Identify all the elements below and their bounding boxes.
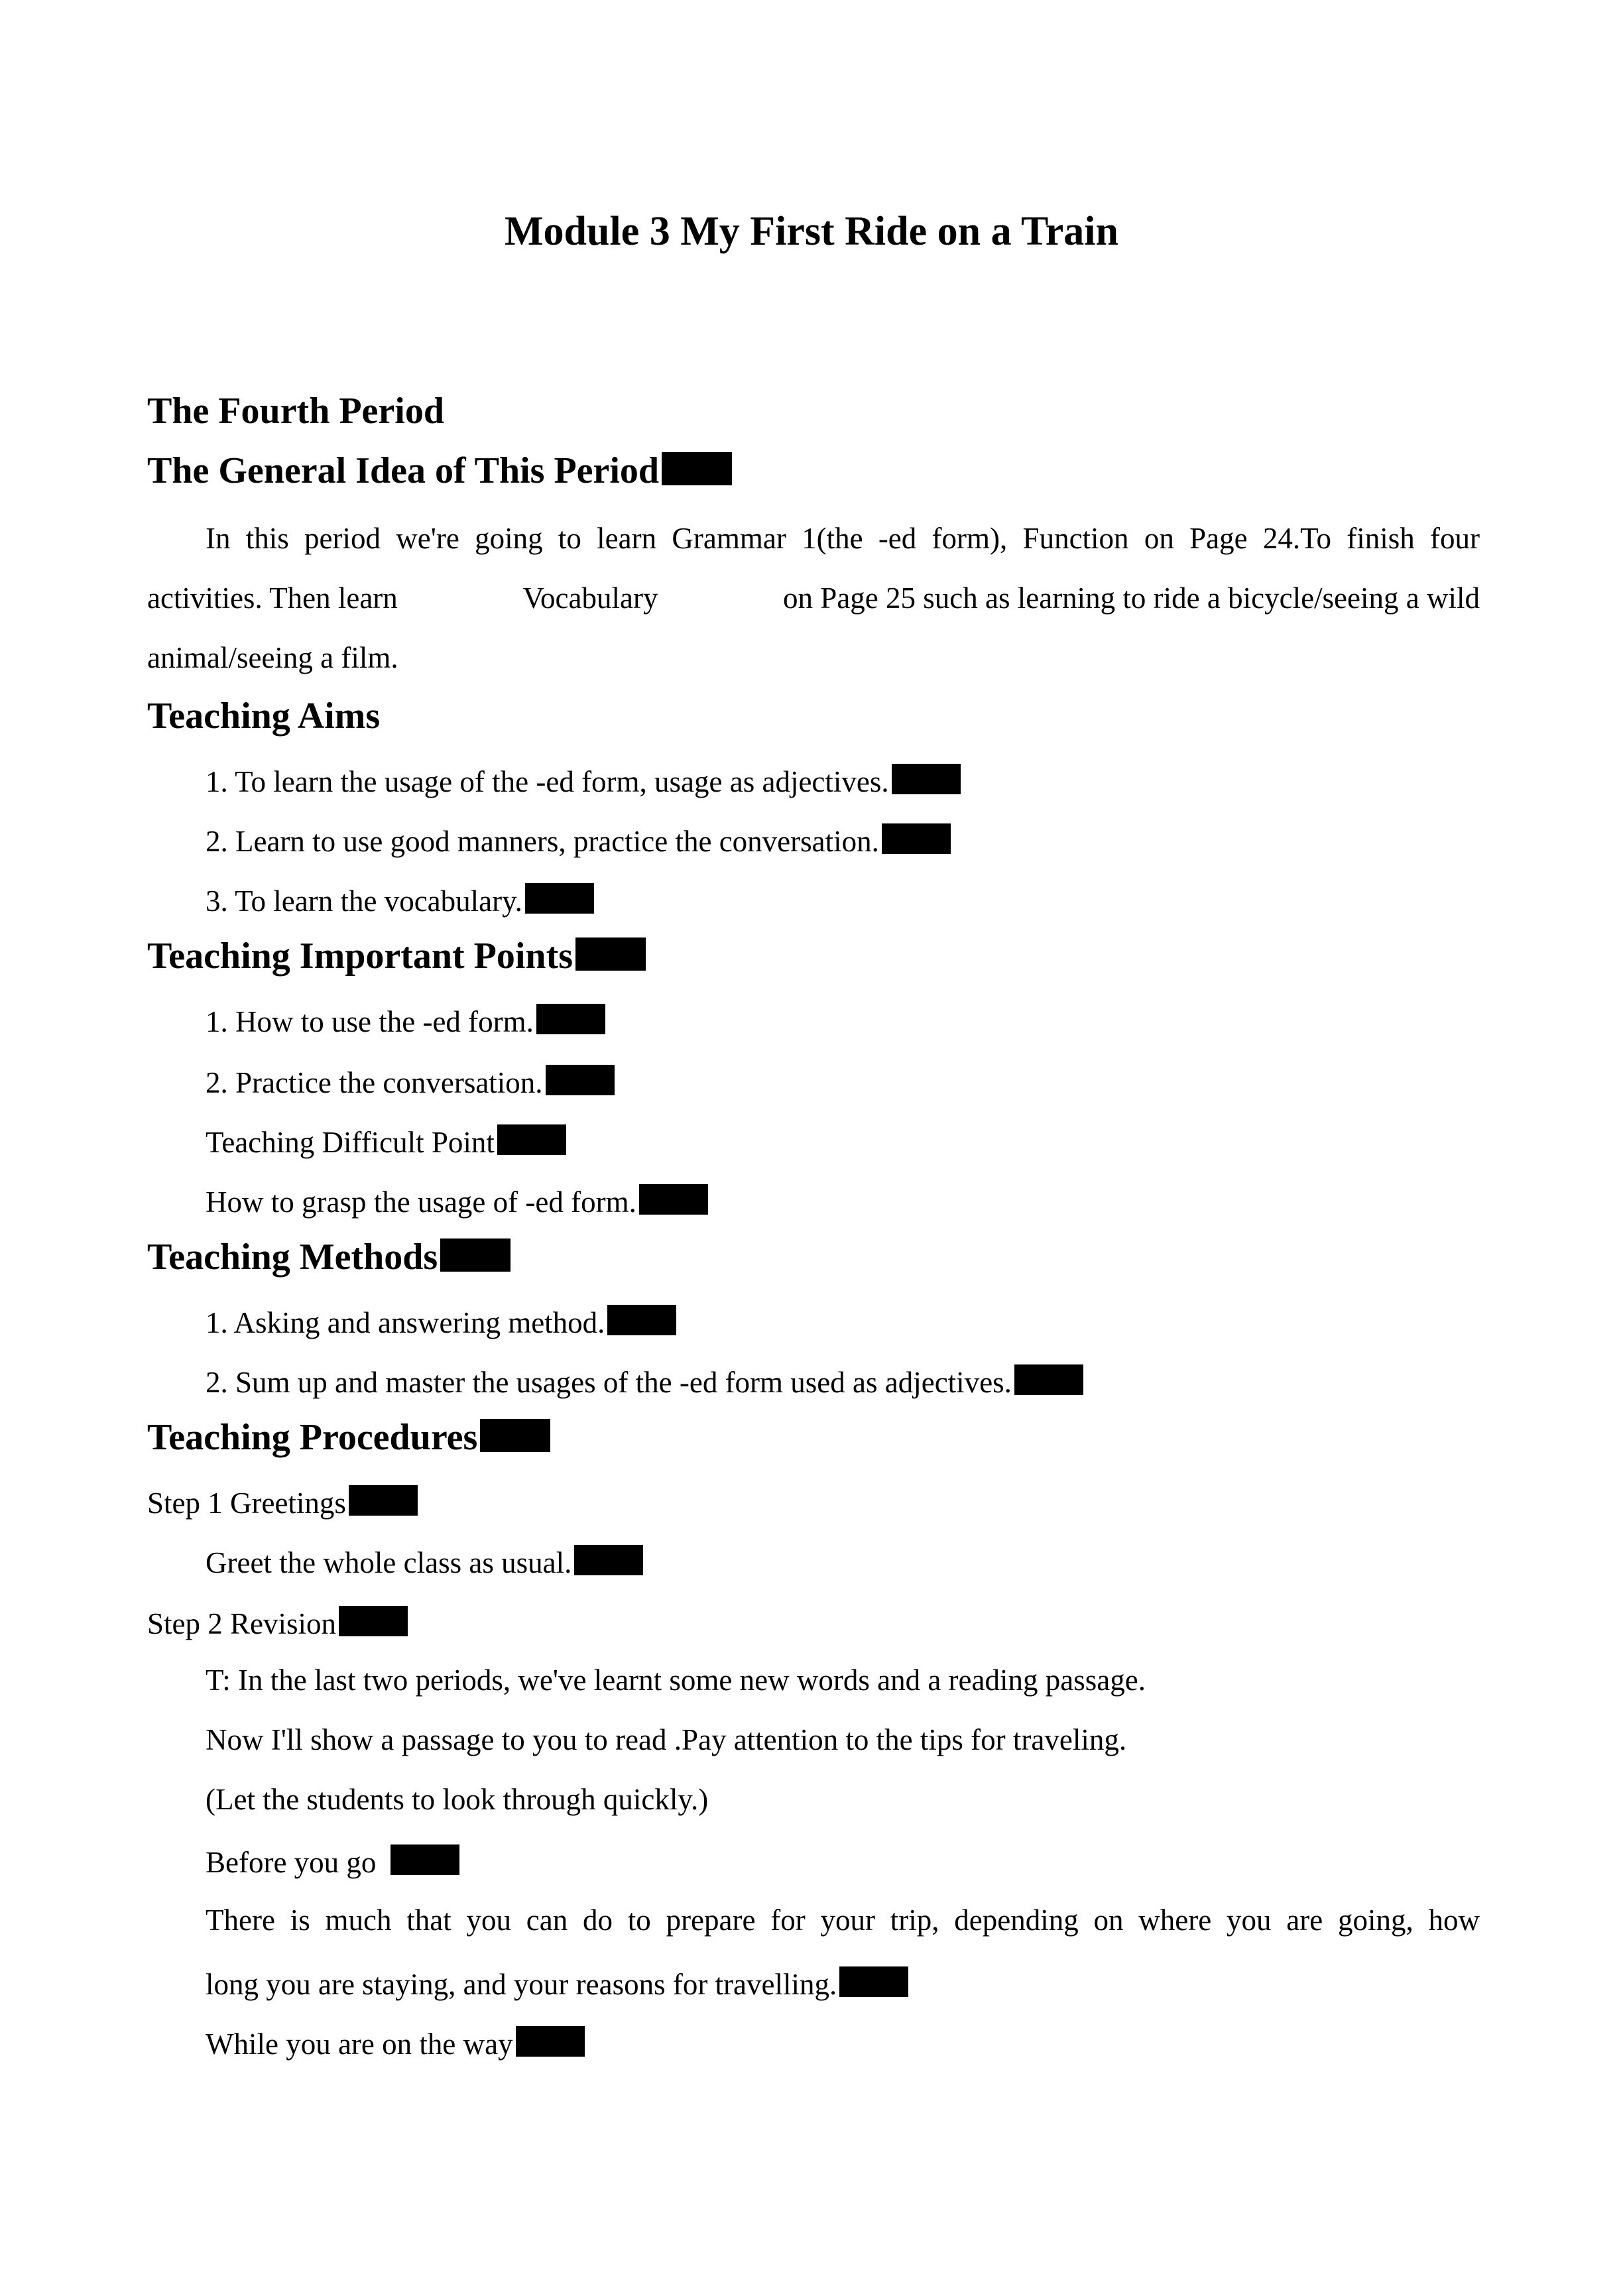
general-idea-line2-part-c: on Page 25 such as learning to ride a bicycle/seeing a wild [783, 581, 1480, 615]
aims-item-1 [206, 764, 961, 797]
general-idea-heading-text: The General Idea of This Period [147, 450, 660, 491]
difficult-point-heading [206, 1124, 566, 1158]
teaching-procedures-heading-text: Teaching Procedures [147, 1417, 478, 1458]
redaction-box [574, 1545, 643, 1575]
redaction-box [639, 1184, 708, 1215]
general-idea-paragraph-line-3: animal/seeing a film. [147, 641, 398, 674]
methods-item-2-text: 2. Sum up and master the usages of the -ed form used as adjectives. [206, 1366, 1012, 1399]
general-idea-line2-part-b: Vocabulary [522, 581, 658, 615]
redaction-box [391, 1844, 459, 1875]
important-points-heading [147, 937, 646, 975]
general-idea-line2-part-a: activities. Then learn [147, 581, 398, 615]
redaction-box [339, 1606, 408, 1636]
important-points-heading-text: Teaching Important Points [147, 936, 573, 977]
aims-item-2 [206, 823, 951, 857]
important-item-1-text: 1. How to use the -ed form. [206, 1005, 534, 1038]
redaction-box [575, 937, 646, 971]
step-1-label [147, 1485, 418, 1518]
important-item-2 [206, 1065, 615, 1098]
redaction-box [839, 1966, 908, 1997]
before-you-go-line-1: There is much that you can do to prepare for your trip, depending on where you are going, how [206, 1903, 1480, 1937]
redaction-box [516, 2026, 585, 2057]
aims-item-2-text: 2. Learn to use good manners, practice the conversation. [206, 825, 879, 858]
teaching-methods-heading [147, 1239, 511, 1276]
redaction-box [536, 1004, 605, 1034]
methods-item-1 [206, 1305, 676, 1338]
redaction-box [525, 883, 594, 914]
while-on-the-way-heading-text: While you are on the way [206, 2027, 513, 2061]
step-2-line-3: (Let the students to look through quickly.) [206, 1783, 709, 1816]
important-item-1 [206, 1004, 605, 1037]
document-title: Module 3 My First Ride on a Train [505, 209, 1118, 254]
step-1-label-text: Step 1 Greetings [147, 1486, 346, 1520]
before-you-go-line-2 [206, 1966, 908, 2000]
redaction-box [662, 452, 732, 485]
difficult-point-item-text: How to grasp the usage of -ed form. [206, 1185, 636, 1219]
redaction-box [349, 1485, 418, 1516]
step-2-line-1: T: In the last two periods, we've learnt some new words and a reading passage. [206, 1663, 1146, 1697]
general-idea-heading [147, 452, 732, 489]
redaction-box [607, 1305, 676, 1335]
teaching-aims-heading: Teaching Aims [147, 695, 381, 737]
general-idea-paragraph-line-1: In this period we're going to learn Grammar 1(the -ed form), Function on Page 24.To finish four [206, 522, 1480, 555]
step-2-label [147, 1606, 408, 1639]
redaction-box [546, 1065, 615, 1095]
redaction-box [892, 764, 961, 794]
redaction-box [882, 823, 951, 854]
methods-item-1-text: 1. Asking and answering method. [206, 1306, 605, 1339]
difficult-point-heading-text: Teaching Difficult Point [206, 1126, 495, 1159]
step-2-line-2: Now I'll show a passage to you to read .Pay attention to the tips for traveling. [206, 1723, 1127, 1756]
while-on-the-way-heading [206, 2026, 585, 2059]
important-item-2-text: 2. Practice the conversation. [206, 1066, 543, 1099]
before-you-go-line-2-text: long you are staying, and your reasons for travelling. [206, 1968, 837, 2001]
redaction-box [440, 1239, 511, 1272]
redaction-box [1014, 1364, 1083, 1395]
period-heading: The Fourth Period [147, 391, 444, 432]
difficult-point-item [206, 1184, 708, 1217]
before-you-go-heading-text: Before you go [206, 1846, 377, 1879]
aims-item-1-text: 1. To learn the usage of the -ed form, usage as adjectives. [206, 765, 889, 798]
step-2-label-text: Step 2 Revision [147, 1607, 337, 1640]
aims-item-3-text: 3. To learn the vocabulary. [206, 884, 522, 918]
redaction-box [497, 1124, 566, 1155]
teaching-methods-heading-text: Teaching Methods [147, 1237, 438, 1278]
before-you-go-heading [206, 1844, 459, 1878]
general-idea-paragraph-line-2 [147, 583, 1480, 613]
teaching-procedures-heading [147, 1419, 550, 1456]
step-1-text-content: Greet the whole class as usual. [206, 1546, 572, 1579]
redaction-box [480, 1419, 550, 1452]
step-1-text [206, 1545, 643, 1578]
aims-item-3 [206, 883, 594, 916]
methods-item-2 [206, 1364, 1083, 1398]
